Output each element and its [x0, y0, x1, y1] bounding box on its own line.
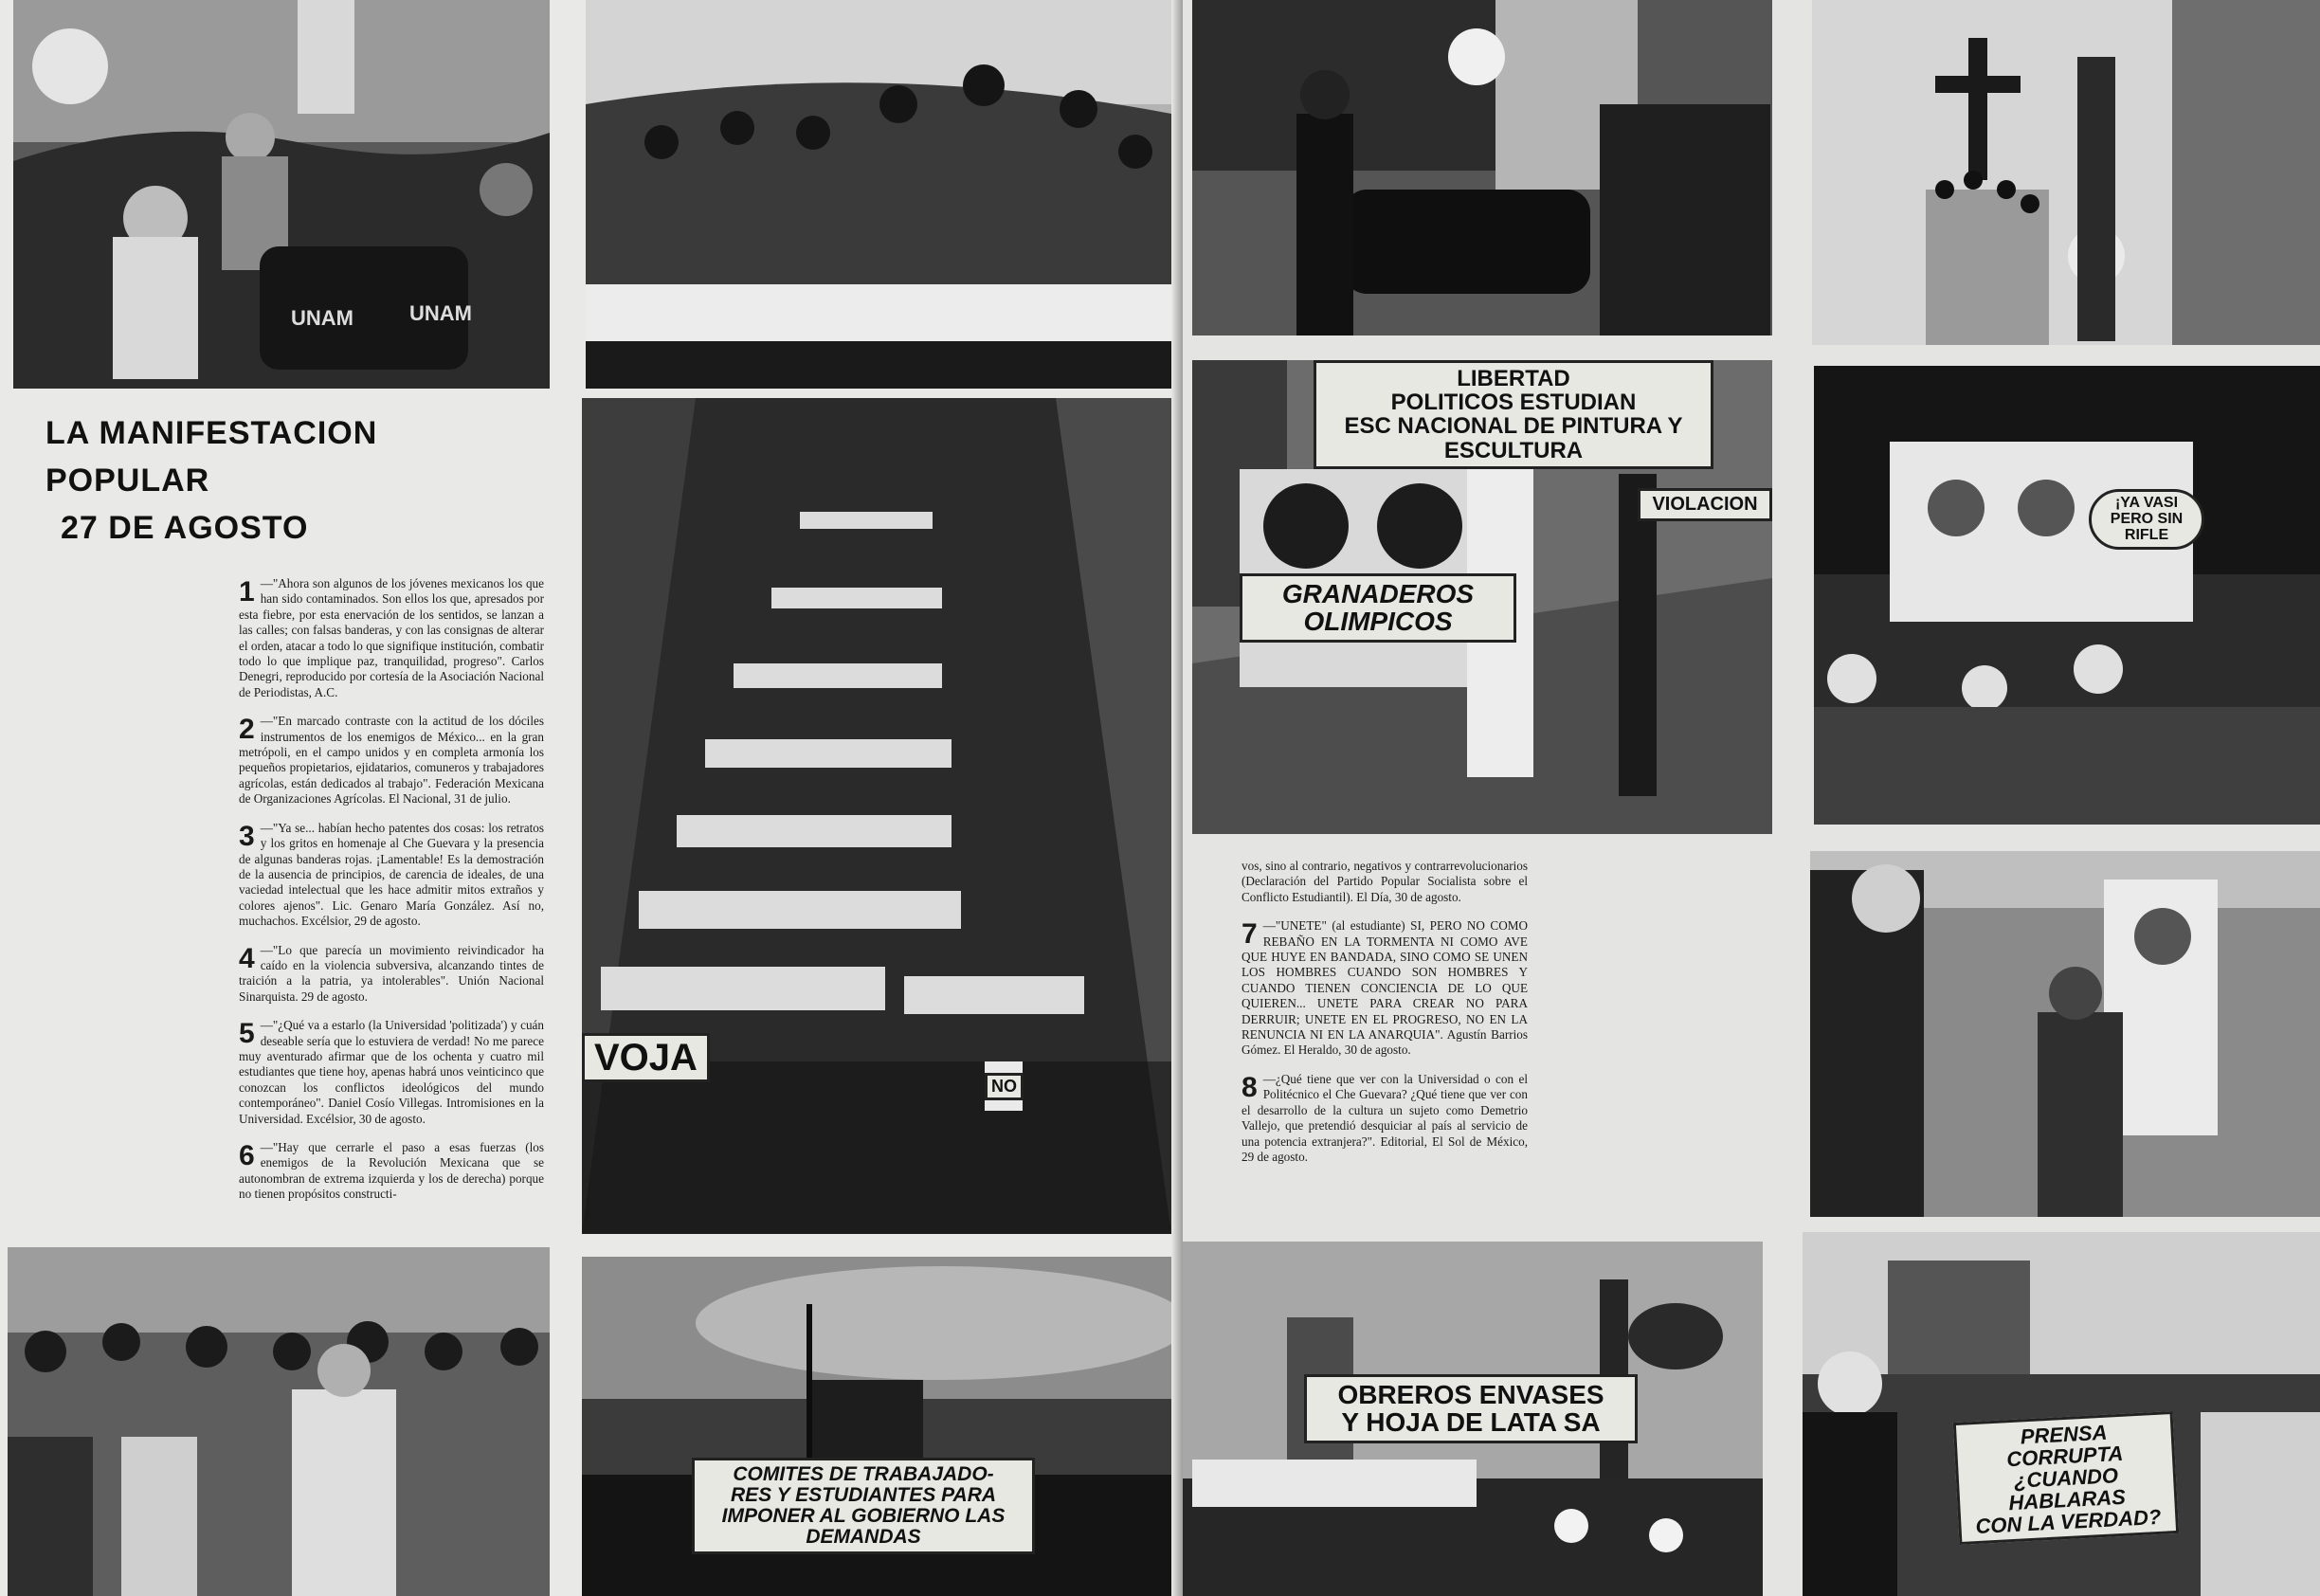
- photo-street-march: [582, 398, 1171, 1234]
- quote-item: [239, 714, 544, 807]
- quote-text: —"Ya se... habían hecho patentes dos cosas: los retratos y los gritos en homenaje al Che Guevara y la presencia de algunas banderas rojas. ¡Lamentable! Es la demostración de la ausencia de principios, de carencia de ideales, de una vaciedad intelectual que les hace admitir mitos extraños y colores ajenos". Lic. Genaro María González. Así no, muchachos. Excélsior, 29 de agosto.: [239, 820, 544, 929]
- sign-prensa: PRENSA CORRUPTA ¿CUANDO HABLARAS CON LA VERDAD?: [1953, 1411, 2179, 1545]
- headline-line-1: LA MANIFESTACION: [45, 415, 378, 451]
- quote-number: 8: [1242, 1071, 1258, 1103]
- quote-number: 2: [239, 714, 255, 746]
- photo-crowd-car: [1192, 0, 1772, 336]
- photo-obreros-banner: [1183, 1242, 1763, 1596]
- quote-item: [239, 1140, 544, 1203]
- article-column-right: [1242, 859, 1528, 1178]
- headline: [45, 409, 377, 552]
- quote-number: 5: [239, 1018, 255, 1050]
- headline-line-3: 27 DE AGOSTO: [61, 510, 309, 546]
- quote-number: 3: [239, 820, 255, 852]
- quote-item: [239, 821, 544, 930]
- quote-text: —"Hay que cerrarle el paso a esas fuerzas (los enemigos de la Revolución Mexicana que se autonombran de extrema izquierda y los de derecha) porque no tienen propósitos constructi-: [239, 1140, 544, 1202]
- right-page: [1183, 0, 2320, 1596]
- quote-number: 1: [239, 576, 255, 608]
- sign-comites: COMITES DE TRABAJADO- RES Y ESTUDIANTES PARA IMPONER AL GOBIERNO LAS DEMANDAS: [692, 1458, 1035, 1554]
- sign-unam-2: UNAM: [409, 301, 472, 325]
- quote-text: —"UNETE" (al estudiante) SI, PERO NO COMO REBAÑO EN LA TORMENTA NI COMO AVE QUE HUYE EN BANDADA, SINO COMO SE UNEN LOS HOMBRES CUANDO SON HOMBRES Y CUANDO TIENEN CONCIENCIA DE LO QUE QUIEREN... UNETE PARA CREAR NO PARA DERRUIR; UNETE EN EL PROGRESO, NO EN LA RENUNCIA NI EN LA ANARQUIA". Agustín Barrios Gómez. El Heraldo, 30 de agosto.: [1242, 918, 1528, 1058]
- quote-item: [239, 943, 544, 1006]
- photo-cross-monument: [1812, 0, 2320, 345]
- quote-number: 4: [239, 942, 255, 974]
- sign-no: NO: [985, 1073, 1024, 1100]
- quote-text: —¿Qué tiene que ver con la Universidad o con el Politécnico el Che Guevara? ¿Qué tiene que ver con el desarrollo de la cultura un sujeto como Demetrio Vallejo, que pretendió desquiciar al país al servicio de una potencia extranjera?". Editorial, El Sol de México, 29 de agosto.: [1242, 1071, 1528, 1164]
- quote-text: —"Ahora son algunos de los jóvenes mexicanos los que han sido contaminados. Son ellos los que, apresados por esta fiebre, por esta enervación de los sentidos, se lanzan a las calles; con falsas banderas, y con las consignas de alterar el orden, atacar a todo lo que signifique institución, combatir todo lo que implique paz, tranquilidad, progreso". Carlos Denegri, reproducido por cortesía de la Asociación Nacional de Periodistas, A.C.: [239, 576, 544, 699]
- sign-ya-vasi: ¡YA VASI PERO SIN RIFLE: [2089, 489, 2204, 550]
- quote-item: [1242, 918, 1528, 1059]
- photo-tractor-crowd: [13, 0, 550, 389]
- photo-crowd-bottom: [8, 1247, 550, 1596]
- quote-item: [239, 1018, 544, 1127]
- sign-obreros: OBREROS ENVASES Y HOJA DE LATA SA: [1304, 1374, 1638, 1443]
- photo-prensa-corrupta: [1803, 1232, 2320, 1596]
- photo-granaderos-march: [1192, 360, 1772, 834]
- sign-violacion: VIOLACION: [1638, 488, 1772, 521]
- quote-number: 7: [1242, 918, 1258, 951]
- sign-unam: UNAM: [291, 306, 353, 330]
- photo-ya-vasi-banner: [1814, 366, 2320, 825]
- article-column-left: [239, 576, 544, 1216]
- quote-text: —"En marcado contraste con la actitud de los dóciles instrumentos de los enemigos de México... en la gran metrópoli, en el campo unidos y en completa armonía los pequeños propietarios, ejidatarios, comuneros y trabajadores agrícolas, están dedicados al trabajo". Federación Mexicana de Organizaciones Agrícolas. El Nacional, 31 de julio.: [239, 714, 544, 807]
- headline-line-2: POPULAR: [45, 462, 210, 499]
- quote-text: —"Lo que parecía un movimiento reivindicador ha caído en la violencia subversiva, alcanzando tintes de traición a la patria, ya intolerables". Unión Nacional Sinarquista. 29 de agosto.: [239, 942, 544, 1004]
- photo-boy-banner: [1810, 851, 2320, 1217]
- sign-granaderos: GRANADEROS OLIMPICOS: [1240, 573, 1516, 643]
- quote-number: 6: [239, 1140, 255, 1171]
- photo-students-on-truck: [586, 0, 1171, 389]
- sign-voja: VOJA: [582, 1033, 710, 1082]
- sign-libertad: LIBERTAD POLITICOS ESTUDIAN ESC NACIONAL DE PINTURA Y ESCULTURA: [1314, 360, 1713, 469]
- photo-comites-banner: [582, 1257, 1171, 1596]
- quote-text: —"¿Qué va a estarlo (la Universidad 'politizada') y cuán deseable sería que lo estuviera de verdad! No me parece muy aventurado afirmar que de los ochenta y cuatro mil estudiantes que tiene hoy, apenas habrá unos veinticinco que conozcan los conflictos ideológicos del mundo contemporáneo". Daniel Cosío Villegas. Intromisiones en la Universidad. Excélsior, 30 de agosto.: [239, 1018, 544, 1126]
- quote-item: [239, 576, 544, 700]
- continuation-text: vos, sino al contrario, negativos y contrarrevolucionarios (Declaración del Partido Popular Socialista sobre el Conflicto Estudiantil). El Día, 30 de agosto.: [1242, 859, 1528, 904]
- quote-item: [1242, 1072, 1528, 1165]
